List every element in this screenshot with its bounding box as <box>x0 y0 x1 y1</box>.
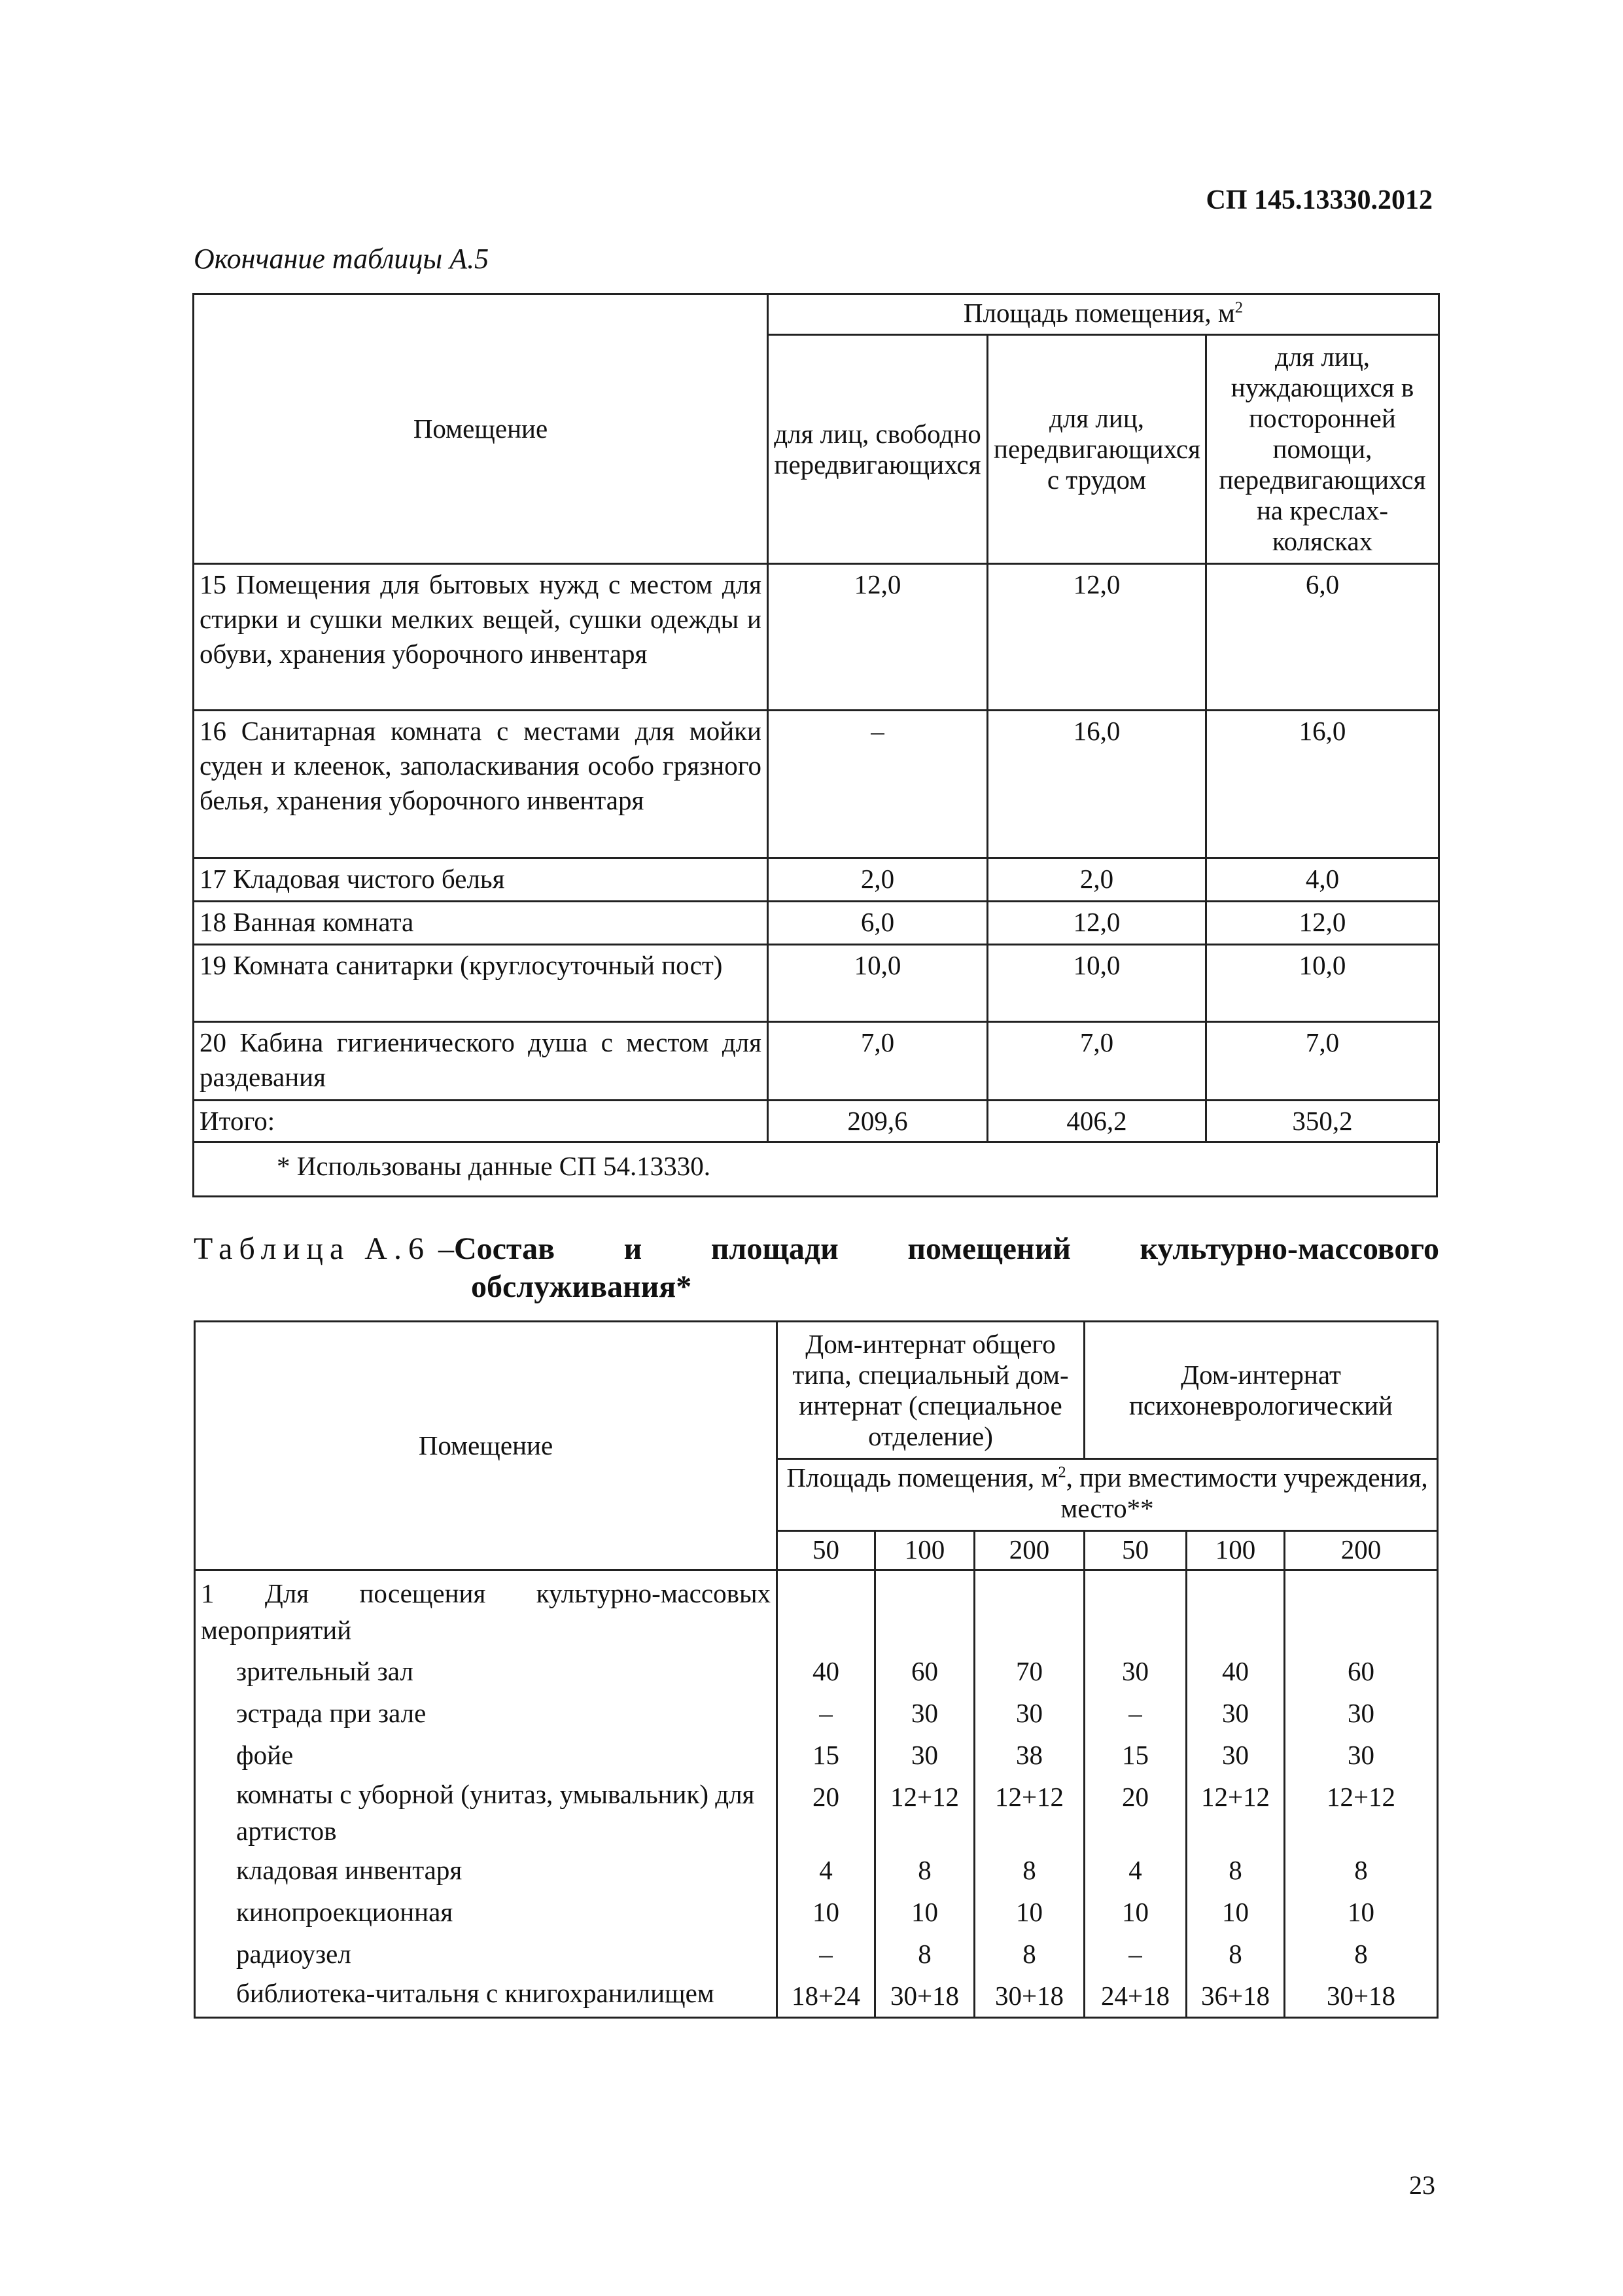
table-cell-value: 7,0 <box>1206 1022 1439 1101</box>
table-row-total <box>194 1101 1439 1142</box>
table-a6-header-area: Площадь помещения, $м^2$, при вместимости учреждения, место** <box>777 1459 1438 1531</box>
table-cell-value: 8 <box>975 1933 1085 1975</box>
document-code: СП 145.13330.2012 <box>1206 185 1433 215</box>
table-cell-room: библиотека-читальня с книгохранилищем <box>195 1975 777 2018</box>
table-cell-value: 30 <box>1285 1692 1438 1734</box>
table-cell-value: 18+24 <box>777 1975 875 2018</box>
table-row <box>195 1975 1438 2018</box>
table-a6-header-room: Помещение <box>195 1322 777 1570</box>
table-cell-value: 4 <box>1085 1849 1187 1891</box>
table-cell-value: 8 <box>875 1849 975 1891</box>
table-cell-value: 8 <box>1187 1933 1285 1975</box>
table-cell-value: 10 <box>875 1891 975 1933</box>
table-cell-value: 12,0 <box>768 564 988 711</box>
table-cell-value: 12,0 <box>988 902 1206 945</box>
table-cell-value: 8 <box>875 1933 975 1975</box>
table-cell-value: 70 <box>975 1650 1085 1692</box>
table-cell-value: 6,0 <box>1206 564 1439 711</box>
table-cell-value: 10 <box>975 1891 1085 1933</box>
table-cell-value: 30 <box>975 1692 1085 1734</box>
table-a5-header-room: Помещение <box>194 294 768 564</box>
table-cell-value: 30+18 <box>875 1975 975 2018</box>
table-row <box>194 902 1439 945</box>
table-a5-footnote: * Использованы данные СП 54.13330. <box>277 1151 710 1181</box>
table-a6-capacity: 200 <box>1285 1531 1438 1570</box>
table-cell-value: 20 <box>777 1776 875 1849</box>
table-cell-value: 7,0 <box>988 1022 1206 1101</box>
table-a6-label: Таблица А.6 <box>194 1231 430 1266</box>
table-row <box>195 1692 1438 1734</box>
table-a6-capacity: 50 <box>1085 1531 1187 1570</box>
table-cell-value: 30 <box>1085 1650 1187 1692</box>
table-a5-header-col1: для лиц, свободно передвигающихся <box>768 335 988 564</box>
table-a6-section: 1 Для посещения культурно-массовых мероприятий <box>195 1570 777 1650</box>
table-cell-room: комнаты с уборной (унитаз, умывальник) для артистов <box>195 1776 777 1849</box>
table-a5-header-area: Площадь помещения, $м^2$ <box>768 294 1439 335</box>
table-cell-value: 10 <box>1085 1891 1187 1933</box>
table-cell-room: 17 Кладовая чистого белья <box>194 858 768 902</box>
table-a5-caption: Окончание таблицы А.5 <box>194 243 489 275</box>
table-cell-value: 12,0 <box>988 564 1206 711</box>
table-cell-value: 8 <box>1285 1849 1438 1891</box>
table-cell-value: – <box>1085 1692 1187 1734</box>
table-cell-value: 209,6 <box>768 1101 988 1142</box>
table-cell-room: кладовая инвентаря <box>195 1849 777 1891</box>
table-cell-room: кинопроекционная <box>195 1891 777 1933</box>
table-row <box>195 1776 1438 1849</box>
table-cell-value: 30 <box>1285 1734 1438 1776</box>
table-cell-value: 30 <box>1187 1734 1285 1776</box>
table-cell-room: 20 Кабина гигиенического душа с местом для раздевания <box>194 1022 768 1101</box>
table-cell-value: 16,0 <box>1206 711 1439 858</box>
table-a5 <box>192 293 1440 1143</box>
table-cell-value: 2,0 <box>988 858 1206 902</box>
table-row <box>195 1891 1438 1933</box>
table-cell-value: 38 <box>975 1734 1085 1776</box>
table-cell-room: фойе <box>195 1734 777 1776</box>
table-cell-room: Итого: <box>194 1101 768 1142</box>
table-a6-capacity: 50 <box>777 1531 875 1570</box>
table-cell-value: 24+18 <box>1085 1975 1187 2018</box>
table-a6-caption: Таблица А.6 –Состав и площади помещений культурно-массового обслуживания* <box>194 1230 1439 1306</box>
table-cell-value: 350,2 <box>1206 1101 1439 1142</box>
table-cell-value: 15 <box>1085 1734 1187 1776</box>
table-cell-room: 18 Ванная комната <box>194 902 768 945</box>
table-row <box>195 1734 1438 1776</box>
table-a6-capacity: 100 <box>875 1531 975 1570</box>
table-cell-value: 8 <box>975 1849 1085 1891</box>
table-cell-value: 10 <box>777 1891 875 1933</box>
table-cell-room: эстрада при зале <box>195 1692 777 1734</box>
table-row <box>194 945 1439 1022</box>
table-row <box>194 1022 1439 1101</box>
table-cell-value: – <box>777 1933 875 1975</box>
table-a6-header-group1: Дом-интернат общего типа, специальный дом-интернат (специальное отделение) <box>777 1322 1085 1459</box>
table-row <box>195 1650 1438 1692</box>
table-cell-room: зрительный зал <box>195 1650 777 1692</box>
table-cell-value: 30+18 <box>1285 1975 1438 2018</box>
table-cell-value: 12+12 <box>1285 1776 1438 1849</box>
table-cell-value: 2,0 <box>768 858 988 902</box>
table-cell-value: 12+12 <box>1187 1776 1285 1849</box>
table-row-section <box>195 1570 1438 1650</box>
table-cell-value: 60 <box>875 1650 975 1692</box>
table-cell-room: 16 Санитарная комната с местами для мойки суден и клеенок, заполаскивания особо грязного белья, хранения уборочного инвентаря <box>194 711 768 858</box>
table-a6 <box>194 1320 1439 2019</box>
table-cell-value: 10,0 <box>768 945 988 1022</box>
page-number: 23 <box>1409 2170 1435 2200</box>
table-a5-header-col2: для лиц, передвигающихся с трудом <box>988 335 1206 564</box>
table-cell-value: 15 <box>777 1734 875 1776</box>
table-cell-value: 8 <box>1187 1849 1285 1891</box>
table-cell-value: 6,0 <box>768 902 988 945</box>
table-cell-value: – <box>777 1692 875 1734</box>
table-row <box>194 711 1439 858</box>
table-cell-value: – <box>768 711 988 858</box>
table-cell-value: 4 <box>777 1849 875 1891</box>
table-cell-value: 16,0 <box>988 711 1206 858</box>
table-cell-value: 10 <box>1285 1891 1438 1933</box>
table-cell-value: 12+12 <box>875 1776 975 1849</box>
table-cell-value: 20 <box>1085 1776 1187 1849</box>
table-cell-value: 10,0 <box>988 945 1206 1022</box>
table-row <box>195 1933 1438 1975</box>
table-cell-value: 30+18 <box>975 1975 1085 2018</box>
table-cell-value: 10 <box>1187 1891 1285 1933</box>
table-a6-title-line2: обслуживания* <box>471 1269 692 1304</box>
table-row <box>194 564 1439 711</box>
table-a6-capacity: 200 <box>975 1531 1085 1570</box>
table-cell-value: – <box>1085 1933 1187 1975</box>
table-cell-room: 19 Комната санитарки (круглосуточный пост) <box>194 945 768 1022</box>
table-a5-footnote-box <box>192 1142 1438 1197</box>
table-cell-value: 30 <box>875 1734 975 1776</box>
table-cell-value: 30 <box>875 1692 975 1734</box>
table-cell-value: 406,2 <box>988 1101 1206 1142</box>
table-cell-value: 7,0 <box>768 1022 988 1101</box>
table-a6-capacity: 100 <box>1187 1531 1285 1570</box>
table-cell-value: 36+18 <box>1187 1975 1285 2018</box>
table-cell-value: 8 <box>1285 1933 1438 1975</box>
table-cell-room: 15 Помещения для бытовых нужд с местом для стирки и сушки мелких вещей, сушки одежды и обуви, хранения уборочного инвентаря <box>194 564 768 711</box>
table-row <box>194 858 1439 902</box>
table-cell-value: 12+12 <box>975 1776 1085 1849</box>
table-row <box>195 1849 1438 1891</box>
table-cell-value: 4,0 <box>1206 858 1439 902</box>
table-cell-value: 40 <box>777 1650 875 1692</box>
table-cell-room: радиоузел <box>195 1933 777 1975</box>
table-cell-value: 12,0 <box>1206 902 1439 945</box>
table-cell-value: 40 <box>1187 1650 1285 1692</box>
table-cell-value: 30 <box>1187 1692 1285 1734</box>
table-a5-header-col3: для лиц, нуждающихся в посторонней помощи, передвигающихся на креслах-колясках <box>1206 335 1439 564</box>
table-a6-header-group2: Дом-интернат психоневрологический <box>1085 1322 1438 1459</box>
table-cell-value: 10,0 <box>1206 945 1439 1022</box>
table-cell-value: 60 <box>1285 1650 1438 1692</box>
